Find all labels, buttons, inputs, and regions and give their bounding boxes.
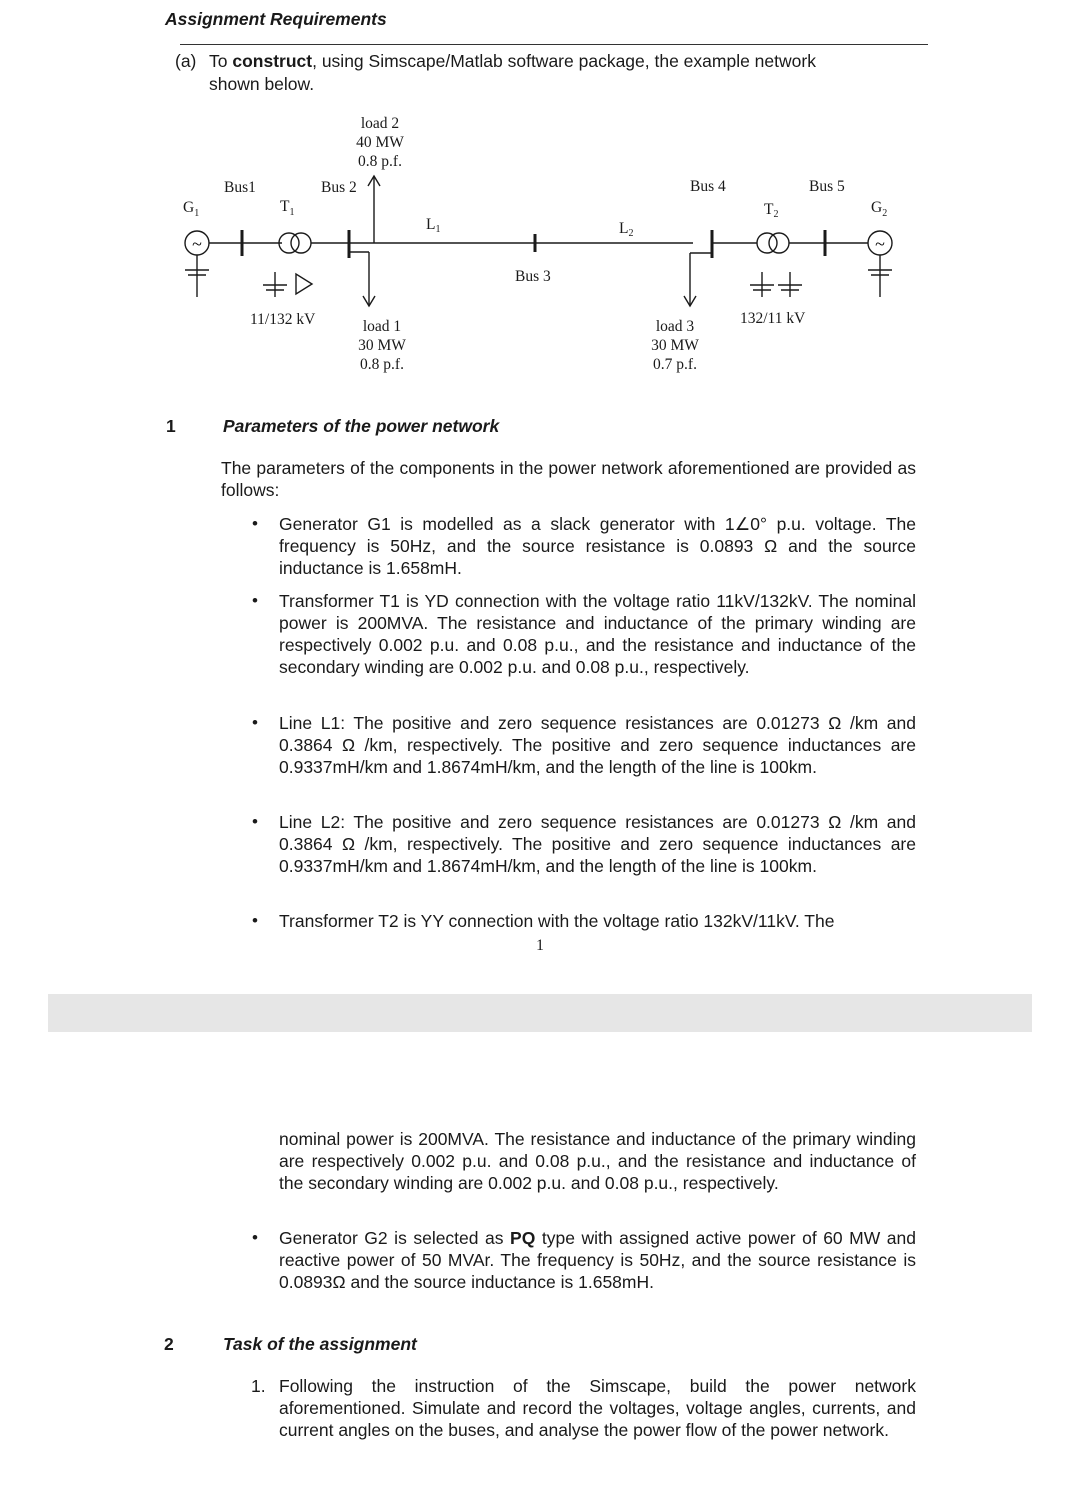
bus4-label: Bus 4 <box>690 178 726 195</box>
g2-label: $G_2$ <box>871 199 888 219</box>
bullet-g2 <box>279 1227 916 1293</box>
item-a-line2: shown below. <box>209 74 315 94</box>
load1-name: load 1 <box>362 318 402 335</box>
t2-coil-1 <box>757 233 777 253</box>
load1-power: 30 MW <box>358 337 406 354</box>
load1-pf: 0.8 p.f. <box>360 356 404 373</box>
item-a-text-before: To <box>209 51 233 71</box>
g2-text-before: Generator G2 is selected as <box>279 1228 511 1248</box>
g2-text-bold: PQ <box>510 1228 536 1248</box>
item-a-text-after: , using Simscape/Matlab software package, the example network <box>312 51 816 71</box>
t1-delta-symbol <box>296 274 312 294</box>
g2-text-after: type with assigned active power of 60 MW and reactive power of 50 MVAr. The frequency is 50Hz, and the source resistance is 0.0893Ω and the source inductance is 1.658mH. <box>279 1228 916 1292</box>
g1-tilde: ~ <box>192 234 202 254</box>
section2-title: Task of the assignment <box>223 1334 417 1354</box>
t1-label: $T_1$ <box>280 198 295 218</box>
item-a-text <box>209 50 915 72</box>
g1-label: $G_1$ <box>183 199 200 219</box>
task-number: 1. <box>251 1376 266 1396</box>
page-gap <box>48 994 1032 1032</box>
load2-name: load 2 <box>360 115 400 132</box>
bullet-l2: Line L2: The positive and zero sequence resistances are 0.01273 Ω /km and 0.3864 Ω /km, respectively. The positive and zero sequence inductances are 0.9337mH/km and 1.8674mH/km, and the length of the line is 100km. <box>279 812 916 876</box>
bullet-dot: • <box>252 812 258 831</box>
heading-rule <box>180 44 928 45</box>
bus5-label: Bus 5 <box>809 178 845 195</box>
task-text: Following the instruction of the Simscape, build the power network aforementioned. Simulate and record the voltages, voltage angles, currents, and current angles on the buses, and analyse the power flow of the power network. <box>279 1376 916 1440</box>
t1-coil-2 <box>291 233 311 253</box>
load3-pf: 0.7 p.f. <box>653 356 697 373</box>
t2-continued-text: nominal power is 200MVA. The resistance and inductance of the primary winding are respectively 0.002 p.u. and 0.08 p.u., and the resistance and inductance of the secondary winding are 0.002 p.u. and 0.08 p.u., respectively. <box>279 1129 916 1193</box>
bullet-g1: Generator G1 is modelled as a slack generator with 1∠0° p.u. voltage. The frequency is 50Hz, and the source resistance is 0.0893 Ω and the source inductance is 1.658mH. <box>279 514 916 578</box>
bus1-label: Bus1 <box>224 179 256 196</box>
t2-label: T2 <box>764 201 779 220</box>
t1-ratio: 11/132 kV <box>250 311 316 328</box>
load2-power: 40 MW <box>356 134 404 151</box>
section1-number: 1 <box>166 416 176 436</box>
bus3-label: Bus 3 <box>515 268 551 285</box>
item-a-bold: construct <box>232 51 313 71</box>
document-page-2 <box>48 1032 1032 1492</box>
load3-name: load 3 <box>655 318 695 335</box>
bullet-t2-start: Transformer T2 is YY connection with the voltage ratio 132kV/11kV. The <box>279 911 835 931</box>
bullet-dot: • <box>252 911 258 930</box>
t2-coil-2 <box>769 233 789 253</box>
bullet-t1: Transformer T1 is YD connection with the voltage ratio 11kV/132kV. The nominal power is 200MVA. The resistance and inductance of the primary winding are respectively 0.002 p.u. and 0.08 p.u., and the resistance and inductance of the secondary winding are 0.002 p.u. and 0.08 p.u., respectively. <box>279 591 916 677</box>
bullet-dot: • <box>252 591 258 610</box>
bullet-dot: • <box>252 1228 258 1247</box>
page-number: 1 <box>536 937 544 954</box>
load3-power: 30 MW <box>651 337 699 354</box>
section2-number: 2 <box>164 1334 174 1354</box>
l2-label: L2 <box>619 220 634 239</box>
bus2-label: Bus 2 <box>321 179 357 196</box>
g2-tilde: ~ <box>875 234 885 254</box>
bullet-dot: • <box>252 713 258 732</box>
bullet-dot: • <box>252 514 258 533</box>
t2-ratio: 132/11 kV <box>740 310 806 327</box>
section1-intro: The parameters of the components in the power network aforementioned are provided as follows: <box>221 458 916 500</box>
load2-pf: 0.8 p.f. <box>358 153 402 170</box>
l1-label: L1 <box>426 216 441 235</box>
network-diagram <box>160 108 920 378</box>
assignment-heading: Assignment Requirements <box>165 9 387 29</box>
item-a-label: (a) <box>175 51 197 71</box>
bullet-l1: Line L1: The positive and zero sequence resistances are 0.01273 Ω /km and 0.3864 Ω /km, respectively. The positive and zero sequence inductances are 0.9337mH/km and 1.8674mH/km, and the length of the line is 100km. <box>279 713 916 777</box>
section1-title: Parameters of the power network <box>223 416 500 436</box>
